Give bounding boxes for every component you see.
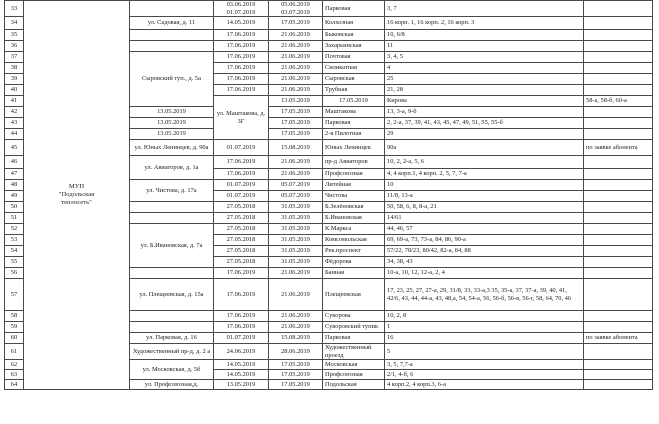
boiler-address <box>130 322 214 333</box>
start-date: 17.06.2019 <box>214 279 269 311</box>
row-number: 43 <box>5 118 24 129</box>
row-number: 56 <box>5 268 24 279</box>
note <box>584 257 653 268</box>
end-date: 15.08.2019 <box>269 140 323 156</box>
boiler-address <box>130 268 214 279</box>
boiler-address: ул. Московская, д. 5б <box>130 360 214 380</box>
note <box>584 246 653 257</box>
end-date: 21.06.2019 <box>269 85 323 96</box>
house-numbers: 21, 28 <box>385 85 584 96</box>
end-date: 17.05.2019 <box>269 370 323 380</box>
street-name: Силикатная <box>323 63 385 74</box>
house-numbers: 57/22, 78/23, 80/42, 82-а, 84, 88 <box>385 246 584 257</box>
street-name: Банная <box>323 268 385 279</box>
row-number: 54 <box>5 246 24 257</box>
street-name: Суворова <box>323 311 385 322</box>
street-name: Московская <box>323 360 385 370</box>
row-number: 64 <box>5 380 24 390</box>
street-name: 2-я Пилотная <box>323 129 385 140</box>
organization-name-line: МУП <box>68 182 85 190</box>
house-numbers: 69, 69-а, 73, 73-а, 84, 86, 90-а <box>385 235 584 246</box>
boiler-address <box>130 30 214 41</box>
boiler-address: ул. Парковая, д. 16 <box>130 333 214 344</box>
note <box>584 279 653 311</box>
note <box>584 213 653 224</box>
end-date: 17.05.2019 <box>269 107 323 118</box>
row-number: 46 <box>5 156 24 169</box>
note <box>584 180 653 191</box>
end-date: 28.06.2019 <box>269 344 323 360</box>
street-name: Быковская <box>323 30 385 41</box>
house-numbers: 10, 2, 2-а, 5, 6 <box>385 156 584 169</box>
start-date: 24.06.2019 <box>214 344 269 360</box>
start-date: 17.06.2019 <box>214 30 269 41</box>
row-number: 38 <box>5 63 24 74</box>
street-name: К.Маркса <box>323 224 385 235</box>
note <box>584 169 653 180</box>
house-numbers: 3, 7 <box>385 1 584 17</box>
row-number: 48 <box>5 180 24 191</box>
start-date: 27.05.2018 <box>214 257 269 268</box>
row-number: 33 <box>5 1 24 17</box>
end-date: 17.05.2019 <box>269 17 323 30</box>
end-date: 21.06.2019 <box>269 322 323 333</box>
boiler-address: Сыровский туп., д. 5а <box>130 52 214 107</box>
note <box>584 107 653 118</box>
boiler-address <box>130 41 214 52</box>
boiler-address: ул. Маштакова, д. 3Г <box>214 96 269 140</box>
note <box>584 129 653 140</box>
note <box>584 156 653 169</box>
row-number: 39 <box>5 74 24 85</box>
house-numbers: 2/1, 4-б, 6 <box>385 370 584 380</box>
start-date: 14.05.2019 <box>214 370 269 380</box>
start-date: 17.06.2019 <box>214 268 269 279</box>
outage-schedule-table <box>4 0 653 390</box>
house-numbers: 29 <box>385 129 584 140</box>
street-name: Маштакова <box>323 107 385 118</box>
house-numbers: 17, 23, 25, 27, 27-а, 29, 31/8, 33, 33-а,3 35, 35-а, 37, 37-а, 39, 40, 41, 42/6, 43, 44, 44-а, 43, 48,а, 54, 54-а, 56, 56-б, 56-в, 56-г, 58, 64, 70, 46 <box>385 279 584 311</box>
start-date: 27.05.2018 <box>214 246 269 257</box>
street-name: Профсоюзная <box>323 169 385 180</box>
house-numbers: 4, 4 корп.1, 4 корп. 2, 5, 7, 7-а <box>385 169 584 180</box>
note <box>584 224 653 235</box>
street-name: Колхозная <box>323 17 385 30</box>
organization-name-line: "Подольская <box>58 190 95 198</box>
street-name: Подольская <box>323 380 385 390</box>
end-date: 17.05.2019 <box>269 380 323 390</box>
end-date: 21.06.2019 <box>269 311 323 322</box>
note <box>584 370 653 380</box>
row-number: 49 <box>5 191 24 202</box>
end-date: 31.05.2019 <box>269 213 323 224</box>
house-numbers: 4 <box>385 63 584 74</box>
house-numbers: 3, 4, 5 <box>385 52 584 63</box>
note <box>584 85 653 96</box>
row-number: 61 <box>5 344 24 360</box>
start-date: 17.06.2019 <box>214 63 269 74</box>
row-number: 62 <box>5 360 24 370</box>
street-name: Парковая <box>323 1 385 17</box>
row-number: 47 <box>5 169 24 180</box>
street-name: Плещеевская <box>323 279 385 311</box>
street-name: Почтовая <box>323 52 385 63</box>
row-number: 35 <box>5 30 24 41</box>
boiler-address: ул. Плещеевская, д. 15а <box>130 279 214 311</box>
note <box>584 74 653 85</box>
boiler-address: ул. Авиаторов, д. 1а <box>130 156 214 180</box>
note <box>584 202 653 213</box>
start-date: 17.06.2019 <box>214 311 269 322</box>
row-number: 60 <box>5 333 24 344</box>
row-number: 51 <box>5 213 24 224</box>
note <box>584 344 653 360</box>
note <box>584 311 653 322</box>
boiler-address <box>130 311 214 322</box>
start-date: 17.06.2019 <box>214 156 269 169</box>
house-numbers: 16 <box>385 333 584 344</box>
row-number: 50 <box>5 202 24 213</box>
end-date: 31.05.2019 <box>269 235 323 246</box>
boiler-address: Художественный пр-д, д. 2 а <box>130 344 214 360</box>
house-numbers: 13, 3-а, 9-б <box>385 107 584 118</box>
note <box>584 41 653 52</box>
start-date: 14.05.2019 <box>214 17 269 30</box>
street-name: Рев.проспект <box>323 246 385 257</box>
boiler-address: ул. Юных Ленинцев, д. 90а <box>130 140 214 156</box>
start-date: 17.06.2019 <box>214 74 269 85</box>
note <box>584 118 653 129</box>
note <box>584 235 653 246</box>
end-date: 17.05.2019 <box>269 118 323 129</box>
end-date: 17.05.2019 <box>323 96 385 107</box>
start-date: 01.07.2019 <box>214 140 269 156</box>
end-date: 05.07.2019 <box>269 180 323 191</box>
boiler-address <box>130 202 214 213</box>
street-name: Фёдорова <box>323 257 385 268</box>
house-numbers: 44, 46, 57 <box>385 224 584 235</box>
start-date: 17.06.2019 <box>214 85 269 96</box>
start-date: 01.07.2019 <box>214 333 269 344</box>
note <box>584 17 653 30</box>
row-number: 58 <box>5 311 24 322</box>
note: по заявке абонента <box>584 333 653 344</box>
row-number: 44 <box>5 129 24 140</box>
end-date: 31.05.2019 <box>269 246 323 257</box>
row-number: 63 <box>5 370 24 380</box>
house-numbers: 14/61 <box>385 213 584 224</box>
end-date: 05.06.2019 03.07.2019 <box>269 1 323 17</box>
street-name: Юных Ленинцев <box>323 140 385 156</box>
start-date: 17.06.2019 <box>214 322 269 333</box>
end-date: 21.06.2019 <box>269 156 323 169</box>
end-date: 17.05.2019 <box>269 129 323 140</box>
row-number: 52 <box>5 224 24 235</box>
note: по заявке абонента <box>584 140 653 156</box>
street-name: Парковая <box>323 333 385 344</box>
end-date: 21.06.2019 <box>269 74 323 85</box>
note <box>584 1 653 17</box>
start-date: 27.05.2018 <box>214 202 269 213</box>
note <box>584 360 653 370</box>
house-numbers: 10 <box>385 180 584 191</box>
note <box>584 322 653 333</box>
house-numbers: 10-а, 10, 12, 12-а, 2, 4 <box>385 268 584 279</box>
start-date: 13.05.2019 <box>214 380 269 390</box>
end-date: 21.06.2019 <box>269 63 323 74</box>
start-date: 17.06.2019 <box>214 41 269 52</box>
house-numbers: 58-а, 58-б, 60-а <box>584 96 653 107</box>
row-number: 34 <box>5 17 24 30</box>
street-name: Художественный проезд <box>323 344 385 360</box>
street-name: Б.Зелёновская <box>323 202 385 213</box>
street-name: Комсомольская <box>323 235 385 246</box>
note <box>584 268 653 279</box>
house-numbers: 10, 2, 8 <box>385 311 584 322</box>
street-name: Профсоюзная <box>323 370 385 380</box>
street-name: Б.Ивановская <box>323 213 385 224</box>
start-date: 01.07.2019 <box>214 180 269 191</box>
street-name: пр-д Авиаторов <box>323 156 385 169</box>
note <box>584 191 653 202</box>
row-number: 53 <box>5 235 24 246</box>
row-number: 55 <box>5 257 24 268</box>
note <box>584 380 653 390</box>
house-numbers: 25 <box>385 74 584 85</box>
start-date: 17.06.2019 <box>214 52 269 63</box>
end-date: 21.06.2019 <box>269 279 323 311</box>
note <box>584 30 653 41</box>
house-numbers: 90а <box>385 140 584 156</box>
boiler-address: ул. Садовая, д. 11 <box>130 17 214 30</box>
row-number: 37 <box>5 52 24 63</box>
note <box>584 63 653 74</box>
boiler-address: ул. Чистова, д. 17а <box>130 180 214 202</box>
start-date: 03.06.2019 01.07.2019 <box>214 1 269 17</box>
house-numbers: 4 корп.2, 4 корп.3, 6-а <box>385 380 584 390</box>
house-numbers: 3, 5, 7,7-а <box>385 360 584 370</box>
organization-cell <box>24 1 130 390</box>
start-date: 01.07.2019 <box>214 191 269 202</box>
end-date: 31.05.2019 <box>269 202 323 213</box>
start-date: 13.05.2019 <box>130 118 214 129</box>
row-number: 45 <box>5 140 24 156</box>
street-name: Чистова <box>323 191 385 202</box>
house-numbers: 1 <box>385 322 584 333</box>
boiler-address <box>130 213 214 224</box>
row-number: 59 <box>5 322 24 333</box>
start-date: 27.05.2018 <box>214 213 269 224</box>
start-date: 13.05.2019 <box>130 129 214 140</box>
start-date: 27.05.2018 <box>214 224 269 235</box>
house-numbers: 11 <box>385 41 584 52</box>
end-date: 21.06.2019 <box>269 169 323 180</box>
house-numbers: 2, 2-а, 37, 39, 41, 43, 45, 47, 49, 51, 55, 55-б <box>385 118 584 129</box>
house-numbers: 50, 58, 6, 8, 8-а, 21 <box>385 202 584 213</box>
end-date: 15.08.2019 <box>269 333 323 344</box>
start-date: 13.05.2019 <box>130 107 214 118</box>
house-numbers: 10, 6/8 <box>385 30 584 41</box>
boiler-address: ул. Б.Ивановская, д. 7а <box>130 224 214 268</box>
row-number: 42 <box>5 107 24 118</box>
street-name: Парковая <box>323 118 385 129</box>
boiler-address <box>130 1 214 17</box>
street-name: Сыровская <box>323 74 385 85</box>
street-name: Кирова <box>385 96 584 107</box>
row-number: 57 <box>5 279 24 311</box>
row-number: 36 <box>5 41 24 52</box>
start-date: 13.05.2019 <box>269 96 323 107</box>
end-date: 17.05.2019 <box>269 360 323 370</box>
house-numbers: 11/8, 13-а <box>385 191 584 202</box>
street-name: Суворовский тупик <box>323 322 385 333</box>
house-numbers: 5 <box>385 344 584 360</box>
end-date: 31.05.2019 <box>269 224 323 235</box>
street-name: Захарьинская <box>323 41 385 52</box>
end-date: 21.06.2019 <box>269 41 323 52</box>
row-number: 40 <box>5 85 24 96</box>
end-date: 21.06.2019 <box>269 268 323 279</box>
start-date: 14.05.2019 <box>214 360 269 370</box>
house-numbers: 34, 38, 43 <box>385 257 584 268</box>
house-numbers: 16 корп. 1, 16 корп. 2, 16 корп. 3 <box>385 17 584 30</box>
boiler-address: ул. Профсоюзная,д. <box>130 380 214 390</box>
end-date: 21.06.2019 <box>269 30 323 41</box>
row-number: 41 <box>5 96 24 107</box>
end-date: 21.06.2019 <box>269 52 323 63</box>
start-date: 17.06.2019 <box>214 169 269 180</box>
organization-name-line: теплосеть" <box>61 199 92 207</box>
table-row <box>5 1 653 17</box>
street-name: Литейная <box>323 180 385 191</box>
end-date: 31.05.2019 <box>269 257 323 268</box>
start-date: 27.05.2018 <box>214 235 269 246</box>
end-date: 05.07.2019 <box>269 191 323 202</box>
street-name: Трубная <box>323 85 385 96</box>
note <box>584 52 653 63</box>
